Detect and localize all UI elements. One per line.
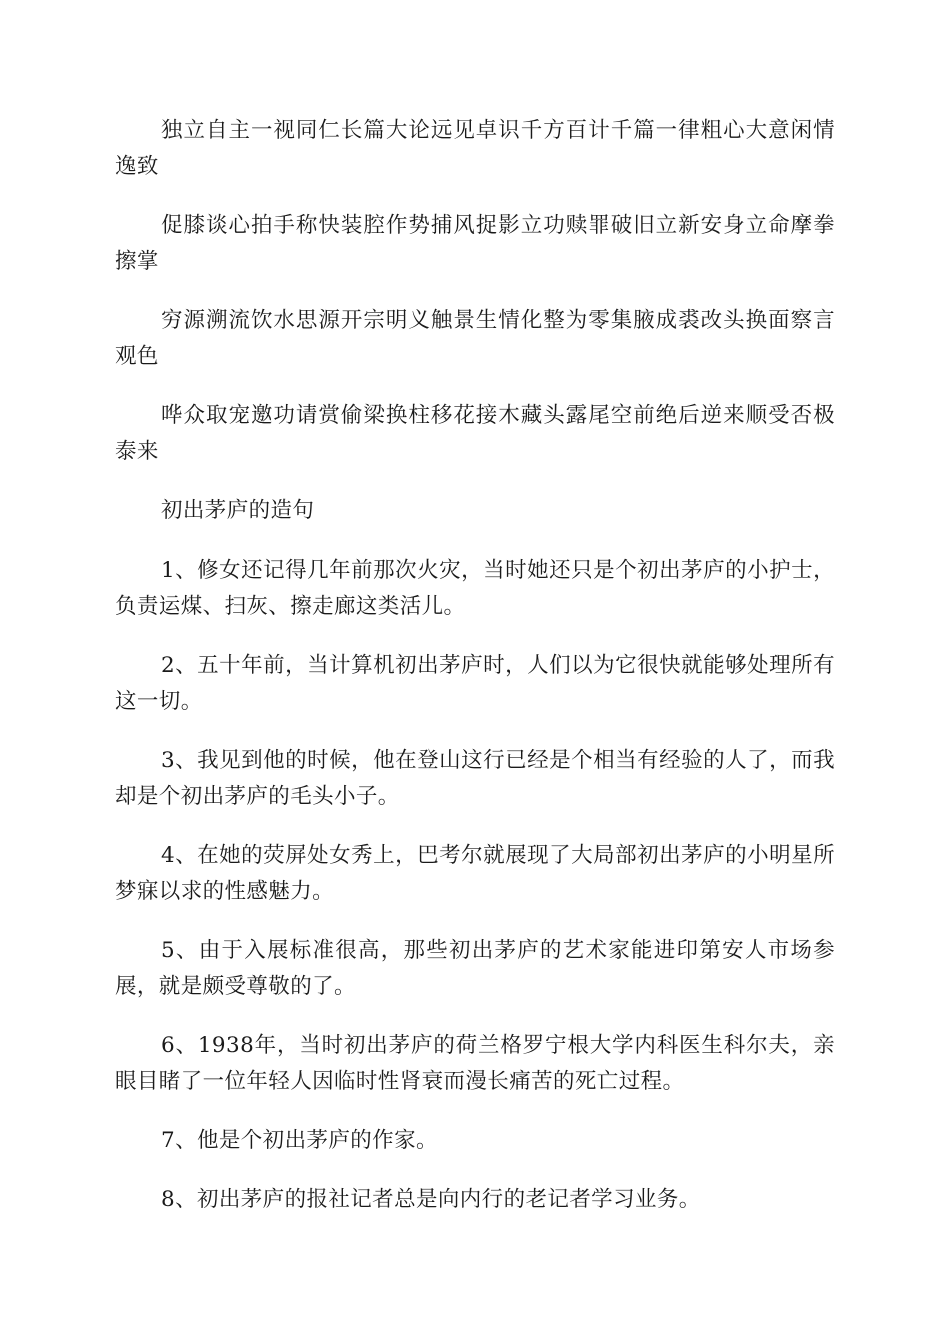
- example-sentence: 5、由于入展标准很高，那些初出茅庐的艺术家能进印第安人市场参展，就是颇受尊敬的了。: [115, 938, 835, 999]
- example-sentence: 4、在她的荧屏处女秀上，巴考尔就展现了大局部初出茅庐的小明星所梦寐以求的性感魅力。: [115, 843, 835, 904]
- example-sentence: 3、我见到他的时候，他在登山这行已经是个相当有经验的人了，而我却是个初出茅庐的毛头小子。: [115, 748, 835, 809]
- document-body: [115, 113, 835, 1241]
- idiom-list-paragraph: 独立自主一视同仁长篇大论远见卓识千方百计千篇一律粗心大意闲情逸致: [115, 118, 835, 179]
- example-sentence: 2、五十年前，当计算机初出茅庐时，人们以为它很快就能够处理所有这一切。: [115, 653, 835, 714]
- idiom-list-paragraph: 哗众取宠邀功请赏偷梁换柱移花接木藏头露尾空前绝后逆来顺受否极泰来: [115, 403, 835, 464]
- idiom-list-paragraph: 穷源溯流饮水思源开宗明义触景生情化整为零集腋成裘改头换面察言观色: [115, 308, 835, 369]
- example-sentence: 1、修女还记得几年前那次火灾，当时她还只是个初出茅庐的小护士，负责运煤、扫灰、擦走廊这类活儿。: [115, 558, 835, 619]
- example-sentence: 6、1938年，当时初出茅庐的荷兰格罗宁根大学内科医生科尔夫，亲眼目睹了一位年轻人因临时性肾衰而漫长痛苦的死亡过程。: [115, 1033, 835, 1094]
- idiom-list-paragraph: 促膝谈心拍手称快装腔作势捕风捉影立功赎罪破旧立新安身立命摩拳擦掌: [115, 213, 835, 274]
- section-heading: 初出茅庐的造句: [161, 498, 315, 523]
- example-sentence: 8、初出茅庐的报社记者总是向内行的老记者学习业务。: [161, 1187, 701, 1212]
- example-sentence: 7、他是个初出茅庐的作家。: [161, 1128, 438, 1153]
